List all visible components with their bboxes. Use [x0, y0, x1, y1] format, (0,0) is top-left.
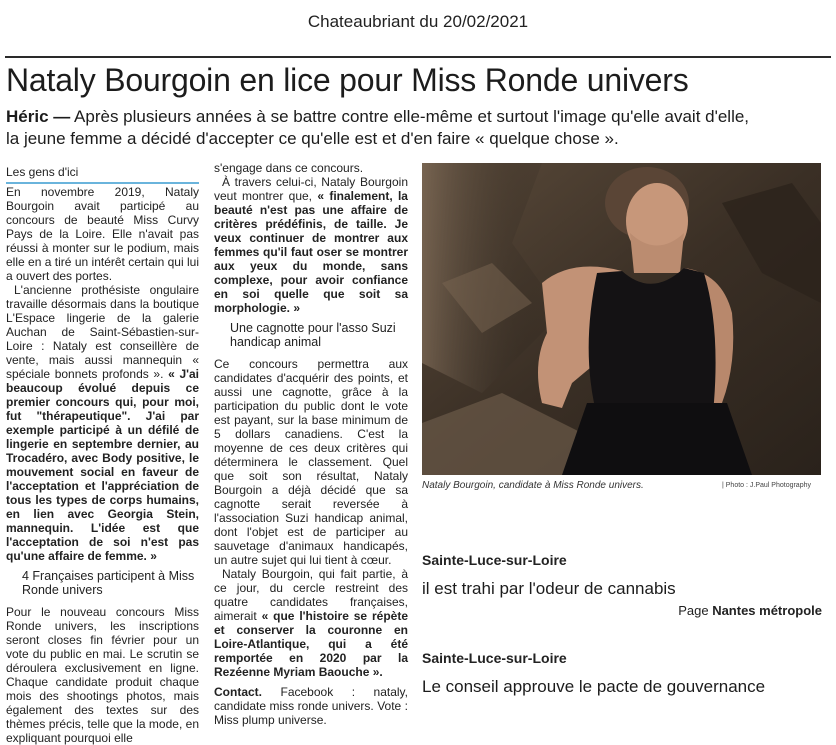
chapo-place: Héric —	[6, 107, 71, 126]
col1-p2-quote: « J'ai beaucoup évolué depuis ce premier concours qui, pour moi, fut "thérapeutique". J'ai par exemple participé à un défilé de lingerie en septembre dernier, au Trocadéro, avec Body positive, le mouvement social en faveur de l'acceptation et l'appréciation de tous les types de corps humains, en lien avec Georgia Stein, mannequin. L'idée est que l'acceptation de soi n'est pas qu'une affaire de femme. »	[6, 367, 200, 563]
col1-subheading: 4 Françaises participent à Miss Ronde univers	[22, 569, 195, 597]
col2-paragraph-3	[214, 567, 408, 679]
col2-paragraph-1	[214, 175, 408, 315]
photo-caption: Nataly Bourgoin, candidate à Miss Ronde univers.	[422, 480, 644, 491]
article-column-2	[214, 161, 408, 727]
contact-line	[214, 685, 408, 727]
col2-p1-quote: « finalement, la beauté n'est pas une affaire de critères prédéfinis, de taille. Je veux continuer de montrer aux femmes qu'il faut oser se montrer aux yeux du monde, sans complexe, pour avoir confiance en soi quelle que soit sa morphologie. »	[214, 189, 408, 315]
teaser-1-page-name: Nantes métropole	[712, 603, 822, 618]
article-photo	[422, 163, 821, 475]
col2-paragraph-2: Ce concours permettra aux candidates d'acquérir des points, et aussi une cagnotte, grâce à la participation du public dont le vote est payant, sur la base minimum de 5 dollars canadiens. C'est la moyenne de ces deux critères qui déterminera le classement. Quel que soit son résultat, Nataly Bourgoin a déjà décidé que sa cagnotte serait reversée à l'association Suzi handicap animal, dont l'objet est de participer au sauvetage d'animaux handicapés, un autre sujet qui lui tient à cœur.	[214, 357, 408, 567]
photo-credit: | Photo : J.Paul Photography	[722, 482, 811, 489]
teaser-1-title-link[interactable]: il est trahi par l'odeur de cannabis	[422, 579, 676, 598]
col1-paragraph-2	[6, 283, 199, 563]
teaser-1-place: Sainte-Luce-sur-Loire	[422, 552, 567, 568]
col1-paragraph-1: En novembre 2019, Nataly Bourgoin avait participé au concours de beauté Miss Curvy Pays de la Loire. Elle n'avait pas réussi à monter sur le podium, mais elle en a tiré un intérêt certain qui lui a ouvert des portes.	[6, 185, 199, 283]
teaser-2-place: Sainte-Luce-sur-Loire	[422, 650, 567, 666]
chapo-line2: la jeune femme a décidé d'accepter ce qu'elle est et d'en faire « quelque chose ».	[6, 129, 619, 148]
col2-p1-text: À travers celui-ci, Nataly Bourgoin veut montrer que,	[214, 175, 408, 203]
headline-rule	[5, 56, 831, 58]
teaser-1-page-prefix: Page	[678, 603, 713, 618]
chapo	[6, 106, 832, 150]
article-column-1	[6, 185, 199, 745]
contact-label: Contact.	[214, 685, 262, 699]
headline: Nataly Bourgoin en lice pour Miss Ronde univers	[6, 62, 689, 98]
portrait-illustration	[422, 163, 821, 475]
col2-paragraph-0: s'engage dans ce concours.	[214, 161, 364, 175]
col1-p2-text: L'ancienne prothésiste ongulaire travaille désormais dans la boutique L'Espace lingerie de la galerie Auchan de Saint-Sébastien-sur-Loire : Nataly est conseillère de vente, mais aussi mannequin « spéciale bonnets profonds ».	[6, 283, 199, 381]
teaser-1-page	[422, 603, 822, 618]
chapo-line1: Après plusieurs années à se battre contre elle-même et surtout l'image qu'elle avait d'elle,	[70, 107, 750, 126]
col2-subheading: Une cagnotte pour l'asso Suzi handicap animal	[230, 321, 396, 349]
col2-p3-quote: « que l'histoire se répète et conserver la couronne en Loire-Atlantique, qui a été remportée en 2020 par la Rezéenne Myriam Baouche ».	[214, 609, 408, 679]
contact-text: Facebook : nataly, candidate miss ronde univers. Vote : Miss plump universe.	[214, 685, 408, 727]
col1-paragraph-3: Pour le nouveau concours Miss Ronde univers, les inscriptions seront closes fin février pour un vote du public en mai. Le scrutin se déroulera exclusivement en ligne. Chaque candidate produit chaque mois des shootings photos, mais également des textes sur des thèmes précis, telle que la mode, en expliquant pourquoi elle	[6, 605, 199, 745]
col2-p3-text: Nataly Bourgoin, qui fait partie, à ce jour, du cercle restreint des quatre candidates françaises, aimerait	[214, 567, 408, 623]
section-label: Les gens d'ici	[6, 165, 199, 184]
dateline: Chateaubriant du 20/02/2021	[307, 12, 529, 31]
teaser-2-title-link[interactable]: Le conseil approuve le pacte de gouvernance	[422, 677, 766, 696]
